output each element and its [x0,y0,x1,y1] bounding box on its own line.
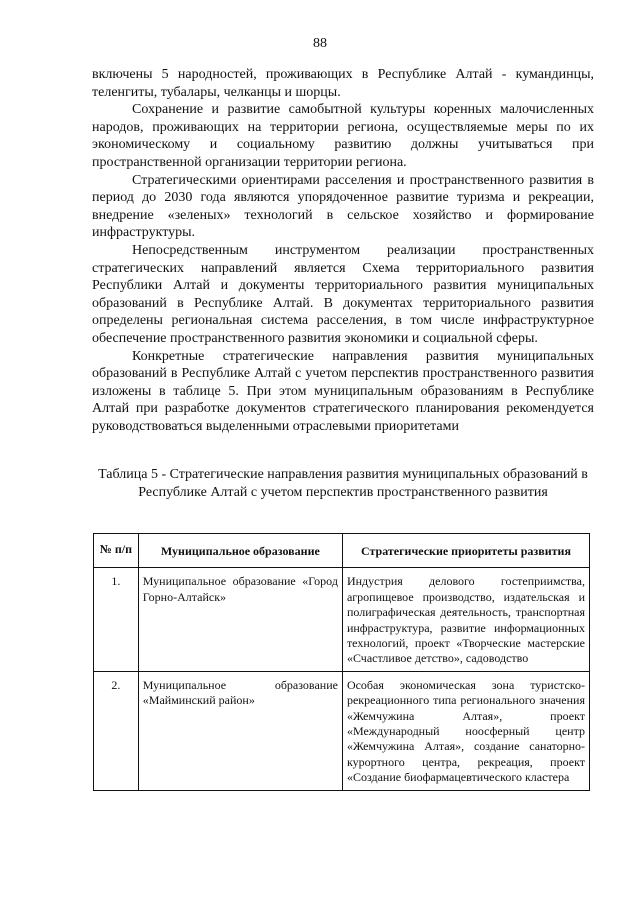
header-priorities: Стратегические приоритеты развития [342,534,589,568]
row-municipality: Муниципальное образование «Майминский район» [138,671,342,790]
paragraph: Сохранение и развитие самобытной культуры коренных малочисленных народов, проживающих на территории региона, осуществляемые меры по их экономическому и социальному развитию должны учитываться при пространственной организации территории региона. [92,102,594,170]
paragraph: Стратегическими ориентирами расселения и пространственного развития в период до 2030 года являются упорядоченное развитие туризма и рекреации, внедрение «зеленых» технологий в сельское хозяйство и формирование инфраструктуры. [92,172,594,241]
table-row [94,568,590,671]
row-municipality: Муниципальное образование «Город Горно-Алтайск» [138,568,342,671]
page-number: 88 [313,36,327,51]
header-num: № п/п [94,534,139,568]
body-text [92,66,594,435]
row-num: 2. [94,671,139,790]
paragraph: включены 5 народностей, проживающих в Республике Алтай - кумандинцы, теленгиты, тубалары, челканцы и шорцы. [92,67,594,100]
table-header-row [94,534,590,568]
row-priorities: Особая экономическая зона туристско-рекреационного типа регионального значения «Жемчужина Алтая», проект «Международный ноосферный центр «Жемчужина Алтая», создание санаторно-курортного центра, рекреация, проект «Создание биофармацевтического кластера [342,671,589,790]
table-caption: Таблица 5 - Стратегические направления развития муниципальных образований в Республике Алтай с учетом перспектив пространственного развития [98,467,588,500]
table-row [94,671,590,790]
row-num: 1. [94,568,139,671]
paragraph: Непосредственным инструментом реализации пространственных стратегических направлений является Схема территориального развития Республики Алтай и документы территориального развития муниципальных образований в Республике Алтай. В документах территориального развития определены региональная система расселения, в том числе инфраструктурное обеспечение пространственного развития экономики и социальной сферы. [92,242,594,346]
header-municipality: Муниципальное образование [138,534,342,568]
strategy-table [93,533,590,791]
row-priorities: Индустрия делового гостеприимства, агропищевое производство, издательская и полиграфическая деятельность, транспортная инфраструктура, развитие информационных технологий, проект «Творческие мастерские «Счастливое детство», садоводство [342,568,589,671]
paragraph: Конкретные стратегические направления развития муниципальных образований в Республике Алтай с учетом перспектив пространственного развития изложены в таблице 5. При этом муниципальным образованиям в Республике Алтай при разработке документов стратегического планирования рекомендуется руководствоваться выделенными отраслевыми приоритетами [92,348,594,434]
